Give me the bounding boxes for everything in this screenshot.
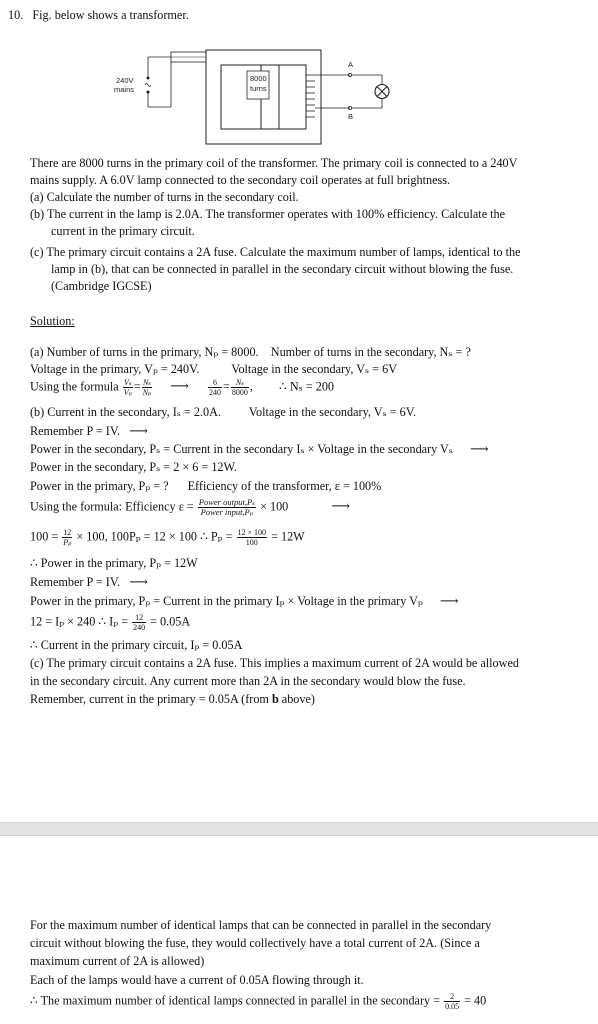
fraction-numerator: 2 xyxy=(444,992,460,1002)
solution-b-line-6 xyxy=(30,498,350,517)
solution-b-line-4: Power in the secondary, Pₛ = 2 × 6 = 12W. xyxy=(30,460,237,474)
page2-line-2: circuit without blowing the fuse, they would collectively have a total current of 2A. (Since a xyxy=(30,936,480,950)
question-title: Fig. below shows a transformer. xyxy=(32,8,189,22)
equation-lhs: 100 = xyxy=(30,529,59,544)
equation-result: = 12W xyxy=(271,529,305,544)
solution-b-line-5 xyxy=(30,479,381,494)
question-part-c: (c) The primary circuit contains a 2A fuse. Calculate the maximum number of lamps, identical to the xyxy=(30,245,521,259)
remember-text: Remember P = IV. xyxy=(30,424,121,438)
question-text-line-1: There are 8000 turns in the primary coil of the transformer. The primary coil is connected to a 240V xyxy=(30,156,518,170)
right-arrow-icon: ⟶ xyxy=(331,498,350,514)
page-separator xyxy=(0,822,598,836)
fraction-denominator: Nₚ xyxy=(142,388,152,397)
fraction-numerator: 12 xyxy=(63,528,72,537)
fraction-numerator: Vₛ xyxy=(123,378,132,387)
solution-b-line-11 xyxy=(30,613,190,632)
solution-b-line-3 xyxy=(30,441,489,457)
page2-line-1: For the maximum number of identical lamps that can be connected in parallel in the secondary xyxy=(30,918,492,932)
fraction-denominator: 8000 xyxy=(231,388,248,397)
mains-voltage-label: 240V xyxy=(116,76,134,85)
current-equation-result: = 0.05A xyxy=(150,614,191,629)
coil-turns-label: turns xyxy=(250,84,267,93)
fraction-ns-8000 xyxy=(231,378,249,397)
remember-text-2: Remember P = IV. xyxy=(30,575,121,589)
right-arrow-icon: ⟶ xyxy=(170,378,189,394)
question-number: 10. xyxy=(8,8,24,22)
primary-power-unknown: Power in the primary, Pₚ = ? xyxy=(30,479,169,493)
fraction-numerator: 6 xyxy=(208,378,222,388)
right-arrow-icon: ⟶ xyxy=(129,574,148,589)
solution-b-line-12: ∴ Current in the primary circuit, Iₚ = 0.05A xyxy=(30,638,243,652)
ac-source-icon xyxy=(145,77,151,94)
terminal-b-label: B xyxy=(348,112,354,121)
solution-b-line-9 xyxy=(30,574,148,590)
secondary-voltage-text: Voltage in the secondary, Vₛ = 6V xyxy=(231,362,397,376)
terminal-a-label: A xyxy=(348,60,354,69)
page2-line-3: maximum current of 2A is allowed) xyxy=(30,954,205,968)
fraction-numerator: Nₛ xyxy=(231,378,249,388)
transformer-diagram xyxy=(105,37,395,157)
secondary-turns-text: Number of turns in the secondary, Nₛ = ? xyxy=(270,345,471,359)
question-part-b-cont: current in the primary circuit. xyxy=(51,224,195,238)
solution-heading: Solution: xyxy=(30,314,75,328)
question-text-line-2: mains supply. A 6.0V lamp connected to the secondary coil operates at full brightness. xyxy=(30,173,451,187)
solution-a-line-3: Using the formula $\frac{\text{Vₛ}}{\text{Vₚ}}$ = $\frac{\text{Nₛ}}{\text{Nₚ}}$ ⟶ $\frac{6}{240}$ = $\frac{\text{Nₛ}}{8000}$ , ∴ Nₛ = 200 xyxy=(30,378,335,397)
question-source: (Cambridge IGCSE) xyxy=(51,279,152,293)
equals-sign: = xyxy=(133,379,141,394)
coil-turns-value: 8000 xyxy=(250,74,267,83)
solution-a-line-1 xyxy=(30,345,471,360)
solution-a-line-2 xyxy=(30,362,397,377)
solution-b-line-7 xyxy=(30,528,305,547)
lamp-icon xyxy=(375,85,389,99)
max-lamps-result: = 40 xyxy=(464,993,487,1008)
right-arrow-icon: ⟶ xyxy=(439,593,459,608)
fraction-numerator: 12 xyxy=(132,613,146,623)
solution-b-line-2 xyxy=(30,423,148,439)
equation-middle: × 100, 100Pₚ = 12 × 100 ∴ Pₚ = xyxy=(76,529,233,544)
equals-sign: = xyxy=(223,379,230,394)
solution-b-line-10 xyxy=(30,593,458,609)
fraction-denominator: Pₚ xyxy=(63,538,72,547)
fraction-1200-100 xyxy=(237,528,268,547)
efficiency-formula-label: Using the formula: Efficiency ε = xyxy=(30,499,194,514)
question-part-a: (a) Calculate the number of turns in the secondary coil. xyxy=(30,190,299,204)
page2-line-5 xyxy=(30,992,486,1011)
question-part-c-cont: lamp in (b), that can be connected in parallel in the secondary circuit without blowing the fuse. xyxy=(51,262,514,276)
fraction-numerator: 12 × 100 xyxy=(237,528,267,537)
remember-current-text: Remember, current in the primary = 0.05A (from xyxy=(30,692,272,706)
fraction-numerator: Nₛ xyxy=(142,378,151,387)
fraction-12-pp xyxy=(62,528,72,547)
primary-voltage-text: Voltage in the primary, Vₚ = 240V. xyxy=(30,362,200,376)
fraction-vs-vp xyxy=(123,378,133,397)
secondary-turns-result: ∴ Nₛ = 200 xyxy=(279,379,335,394)
fraction-6-240 xyxy=(208,378,222,397)
times-hundred: × 100 xyxy=(260,499,289,514)
fraction-denominator: Vₚ xyxy=(123,388,132,397)
max-lamps-text: ∴ The maximum number of identical lamps connected in parallel in the secondary = xyxy=(30,993,441,1008)
formula-label: Using the formula xyxy=(30,379,119,394)
primary-turns-text: (a) Number of turns in the primary, Nₚ = 8000. xyxy=(30,345,259,359)
page-2 xyxy=(0,836,598,1024)
part-b-reference: b xyxy=(271,692,279,706)
solution-c-line-1: (c) The primary circuit contains a 2A fuse. This implies a maximum current of 2A would be allowed xyxy=(30,656,519,670)
fraction-ns-np xyxy=(142,378,153,397)
solution-c-line-3 xyxy=(30,692,315,707)
efficiency-text: Efficiency of the transformer, ε = 100% xyxy=(187,479,382,493)
secondary-voltage-text-b: Voltage in the secondary, Vₛ = 6V. xyxy=(248,405,416,419)
fraction-12-240 xyxy=(132,613,146,632)
secondary-power-formula: Power in the secondary, Pₛ = Current in the secondary Iₛ × Voltage in the secondary Vₛ xyxy=(30,442,453,456)
fraction-denominator: 100 xyxy=(245,538,258,547)
remember-current-tail: above) xyxy=(278,692,315,706)
fraction-numerator: Power output,Pₛ xyxy=(198,497,256,507)
current-equation-lhs: 12 = Iₚ × 240 ∴ Iₚ = xyxy=(30,614,129,629)
solution-b-line-1 xyxy=(30,405,416,420)
fraction-denominator: 0.05 xyxy=(445,1002,460,1011)
page2-line-4: Each of the lamps would have a current of 0.05A flowing through it. xyxy=(30,973,364,987)
fraction-denominator: 240 xyxy=(209,388,222,397)
question-heading xyxy=(8,8,189,23)
fraction-2-005 xyxy=(444,992,460,1011)
mains-label: mains xyxy=(114,85,135,94)
solution-c-line-2: in the secondary circuit. Any current more than 2A in the secondary would blow the fuse. xyxy=(30,674,466,688)
fraction-denominator: 240 xyxy=(133,623,146,632)
fraction-denominator: Power input,Pₚ xyxy=(200,507,254,517)
solution-b-line-8: ∴ Power in the primary, Pₚ = 12W xyxy=(30,556,198,570)
secondary-winding xyxy=(306,75,315,117)
fraction-power-output-input xyxy=(198,498,256,517)
question-part-b: (b) The current in the lamp is 2.0A. The transformer operates with 100% efficiency. Calculate the xyxy=(30,207,506,221)
right-arrow-icon: ⟶ xyxy=(129,423,148,438)
primary-power-formula: Power in the primary, Pₚ = Current in the primary Iₚ × Voltage in the primary Vₚ xyxy=(30,594,423,608)
right-arrow-icon: ⟶ xyxy=(470,441,489,456)
secondary-current-text: (b) Current in the secondary, Iₛ = 2.0A. xyxy=(30,405,221,419)
